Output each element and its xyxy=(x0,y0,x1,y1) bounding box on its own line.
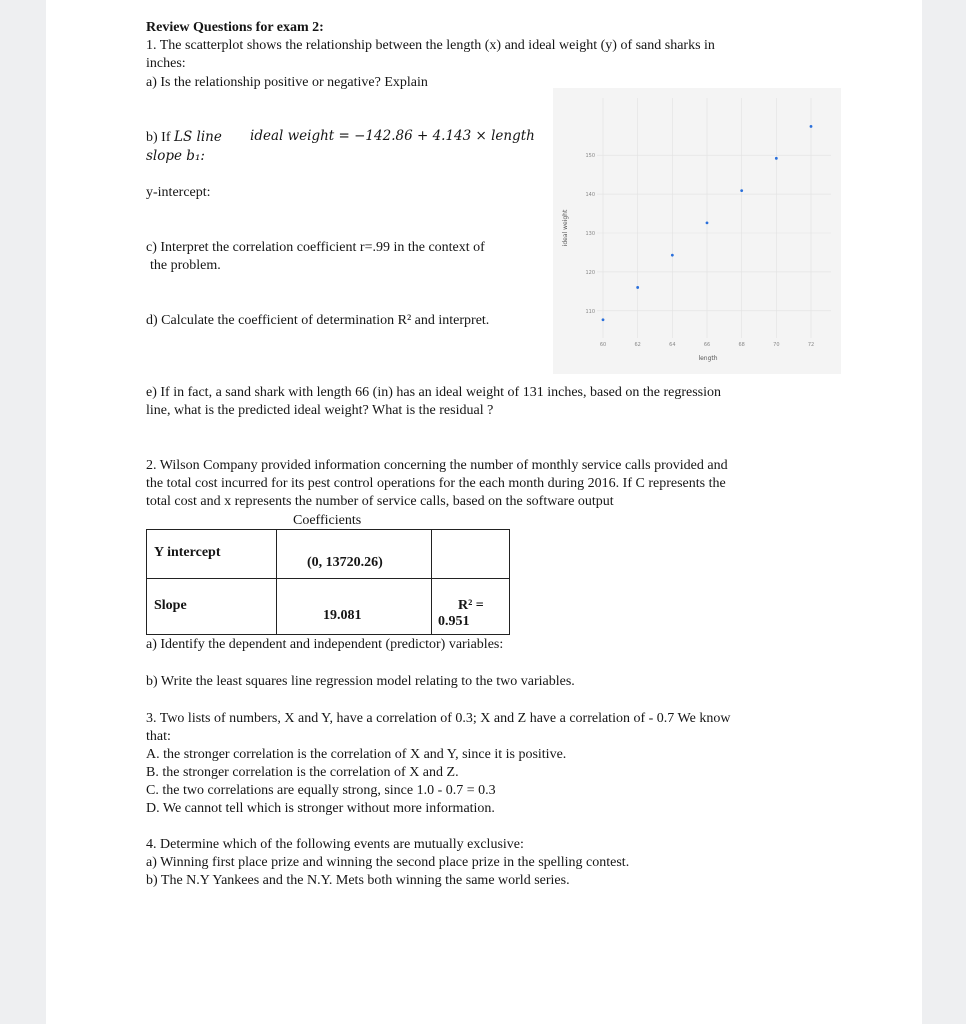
q1-part-c-line1: c) Interpret the correlation coefficient r=.99 in the context of xyxy=(146,240,485,255)
y-tick-label: 140 xyxy=(585,192,595,199)
y-tick-label: 150 xyxy=(585,153,595,160)
q3-option-b: B. the stronger correlation is the correlation of X and Z. xyxy=(146,765,459,780)
y-tick-label: 130 xyxy=(585,231,595,237)
coefficients-table xyxy=(146,529,510,635)
q1-intro-line2: inches: xyxy=(146,56,186,71)
q1-b-prefix: b) If xyxy=(146,130,171,145)
r-squared-value: 0.951 xyxy=(438,614,470,629)
table-cell xyxy=(147,530,277,579)
r-squared-label: R² = xyxy=(458,598,484,613)
x-tick-label: 62 xyxy=(634,342,641,348)
x-tick-label: 66 xyxy=(703,342,711,348)
data-point xyxy=(775,157,778,160)
data-point xyxy=(671,254,674,257)
table-cell xyxy=(277,530,432,579)
q1-part-c-line2: the problem. xyxy=(150,258,221,273)
q1-part-b xyxy=(146,128,222,147)
data-point xyxy=(740,189,743,192)
q3-option-d: D. We cannot tell which is stronger without more information. xyxy=(146,801,495,816)
q1-slope-label: slope b₁: xyxy=(146,148,205,164)
x-tick-label: 64 xyxy=(669,342,676,348)
q3-option-a: A. the stronger correlation is the correlation of X and Y, since it is positive. xyxy=(146,747,567,762)
x-tick-label: 60 xyxy=(599,342,607,348)
q3-line2: that: xyxy=(146,729,171,744)
scatterplot xyxy=(553,88,841,374)
q1-part-e-line2: line, what is the predicted ideal weight? What is the residual ? xyxy=(146,403,494,418)
q1-b-intercept: y-intercept: xyxy=(146,185,211,200)
y-tick-label: 110 xyxy=(585,308,595,315)
q2-line1: 2. Wilson Company provided information concerning the number of monthly service calls provided and xyxy=(146,458,728,473)
table-row xyxy=(147,530,510,579)
table-row xyxy=(147,579,510,635)
q1-part-a: a) Is the relationship positive or negative? Explain xyxy=(146,75,428,90)
y-intercept-label: Y intercept xyxy=(154,545,221,560)
table-cell xyxy=(277,579,432,635)
x-tick-label: 68 xyxy=(738,342,745,348)
q3-line1: 3. Two lists of numbers, X and Y, have a correlation of 0.3; X and Z have a correlation of - 0.7 We know xyxy=(146,711,731,726)
q1-part-d: d) Calculate the coefficient of determination R² and interpret. xyxy=(146,313,490,328)
q1-part-e-line1: e) If in fact, a sand shark with length 66 (in) has an ideal weight of 131 inches, based on the regression xyxy=(146,385,721,400)
q3-option-c: C. the two correlations are equally strong, since 1.0 - 0.7 = 0.3 xyxy=(146,783,496,798)
y-tick-label: 120 xyxy=(585,269,595,276)
y-intercept-value: (0, 13720.26) xyxy=(307,555,383,570)
data-point xyxy=(810,125,813,128)
q2-line2: the total cost incurred for its pest control operations for the each month during 2016. If C represents the xyxy=(146,476,726,491)
table-cell xyxy=(147,579,277,635)
x-axis-label: length xyxy=(698,355,718,362)
slope-value: 19.081 xyxy=(323,608,362,623)
q2-line3: total cost and x represents the number of service calls, based on the software output xyxy=(146,494,614,509)
data-point xyxy=(706,221,709,224)
slope-label: Slope xyxy=(154,598,187,613)
table-cell xyxy=(432,530,510,579)
x-tick-label: 70 xyxy=(773,342,780,348)
q2-part-a: a) Identify the dependent and independent (predictor) variables: xyxy=(146,637,504,652)
data-point xyxy=(602,318,605,321)
table-cell xyxy=(432,579,510,635)
y-axis-label: ideal weight xyxy=(562,209,569,247)
q1-b-ls-line: LS line xyxy=(174,129,222,145)
q1-intro-line1: 1. The scatterplot shows the relationship between the length (x) and ideal weight (y) of sand sharks in xyxy=(146,38,715,53)
q4-line1: 4. Determine which of the following events are mutually exclusive: xyxy=(146,837,524,852)
x-tick-label: 72 xyxy=(807,342,815,348)
regression-equation: ideal weight = −142.86 + 4.143 × length xyxy=(250,128,535,144)
coefficients-title: Coefficients xyxy=(293,513,362,528)
q4-part-b: b) The N.Y Yankees and the N.Y. Mets both winning the same world series. xyxy=(146,873,570,888)
data-point xyxy=(636,286,639,289)
page-title: Review Questions for exam 2: xyxy=(146,20,324,35)
q1-b-slope xyxy=(146,147,205,166)
q2-part-b: b) Write the least squares line regression model relating to the two variables. xyxy=(146,674,575,689)
q4-part-a: a) Winning first place prize and winning the second place prize in the spelling contest. xyxy=(146,855,630,870)
scatterplot-container xyxy=(553,88,841,374)
